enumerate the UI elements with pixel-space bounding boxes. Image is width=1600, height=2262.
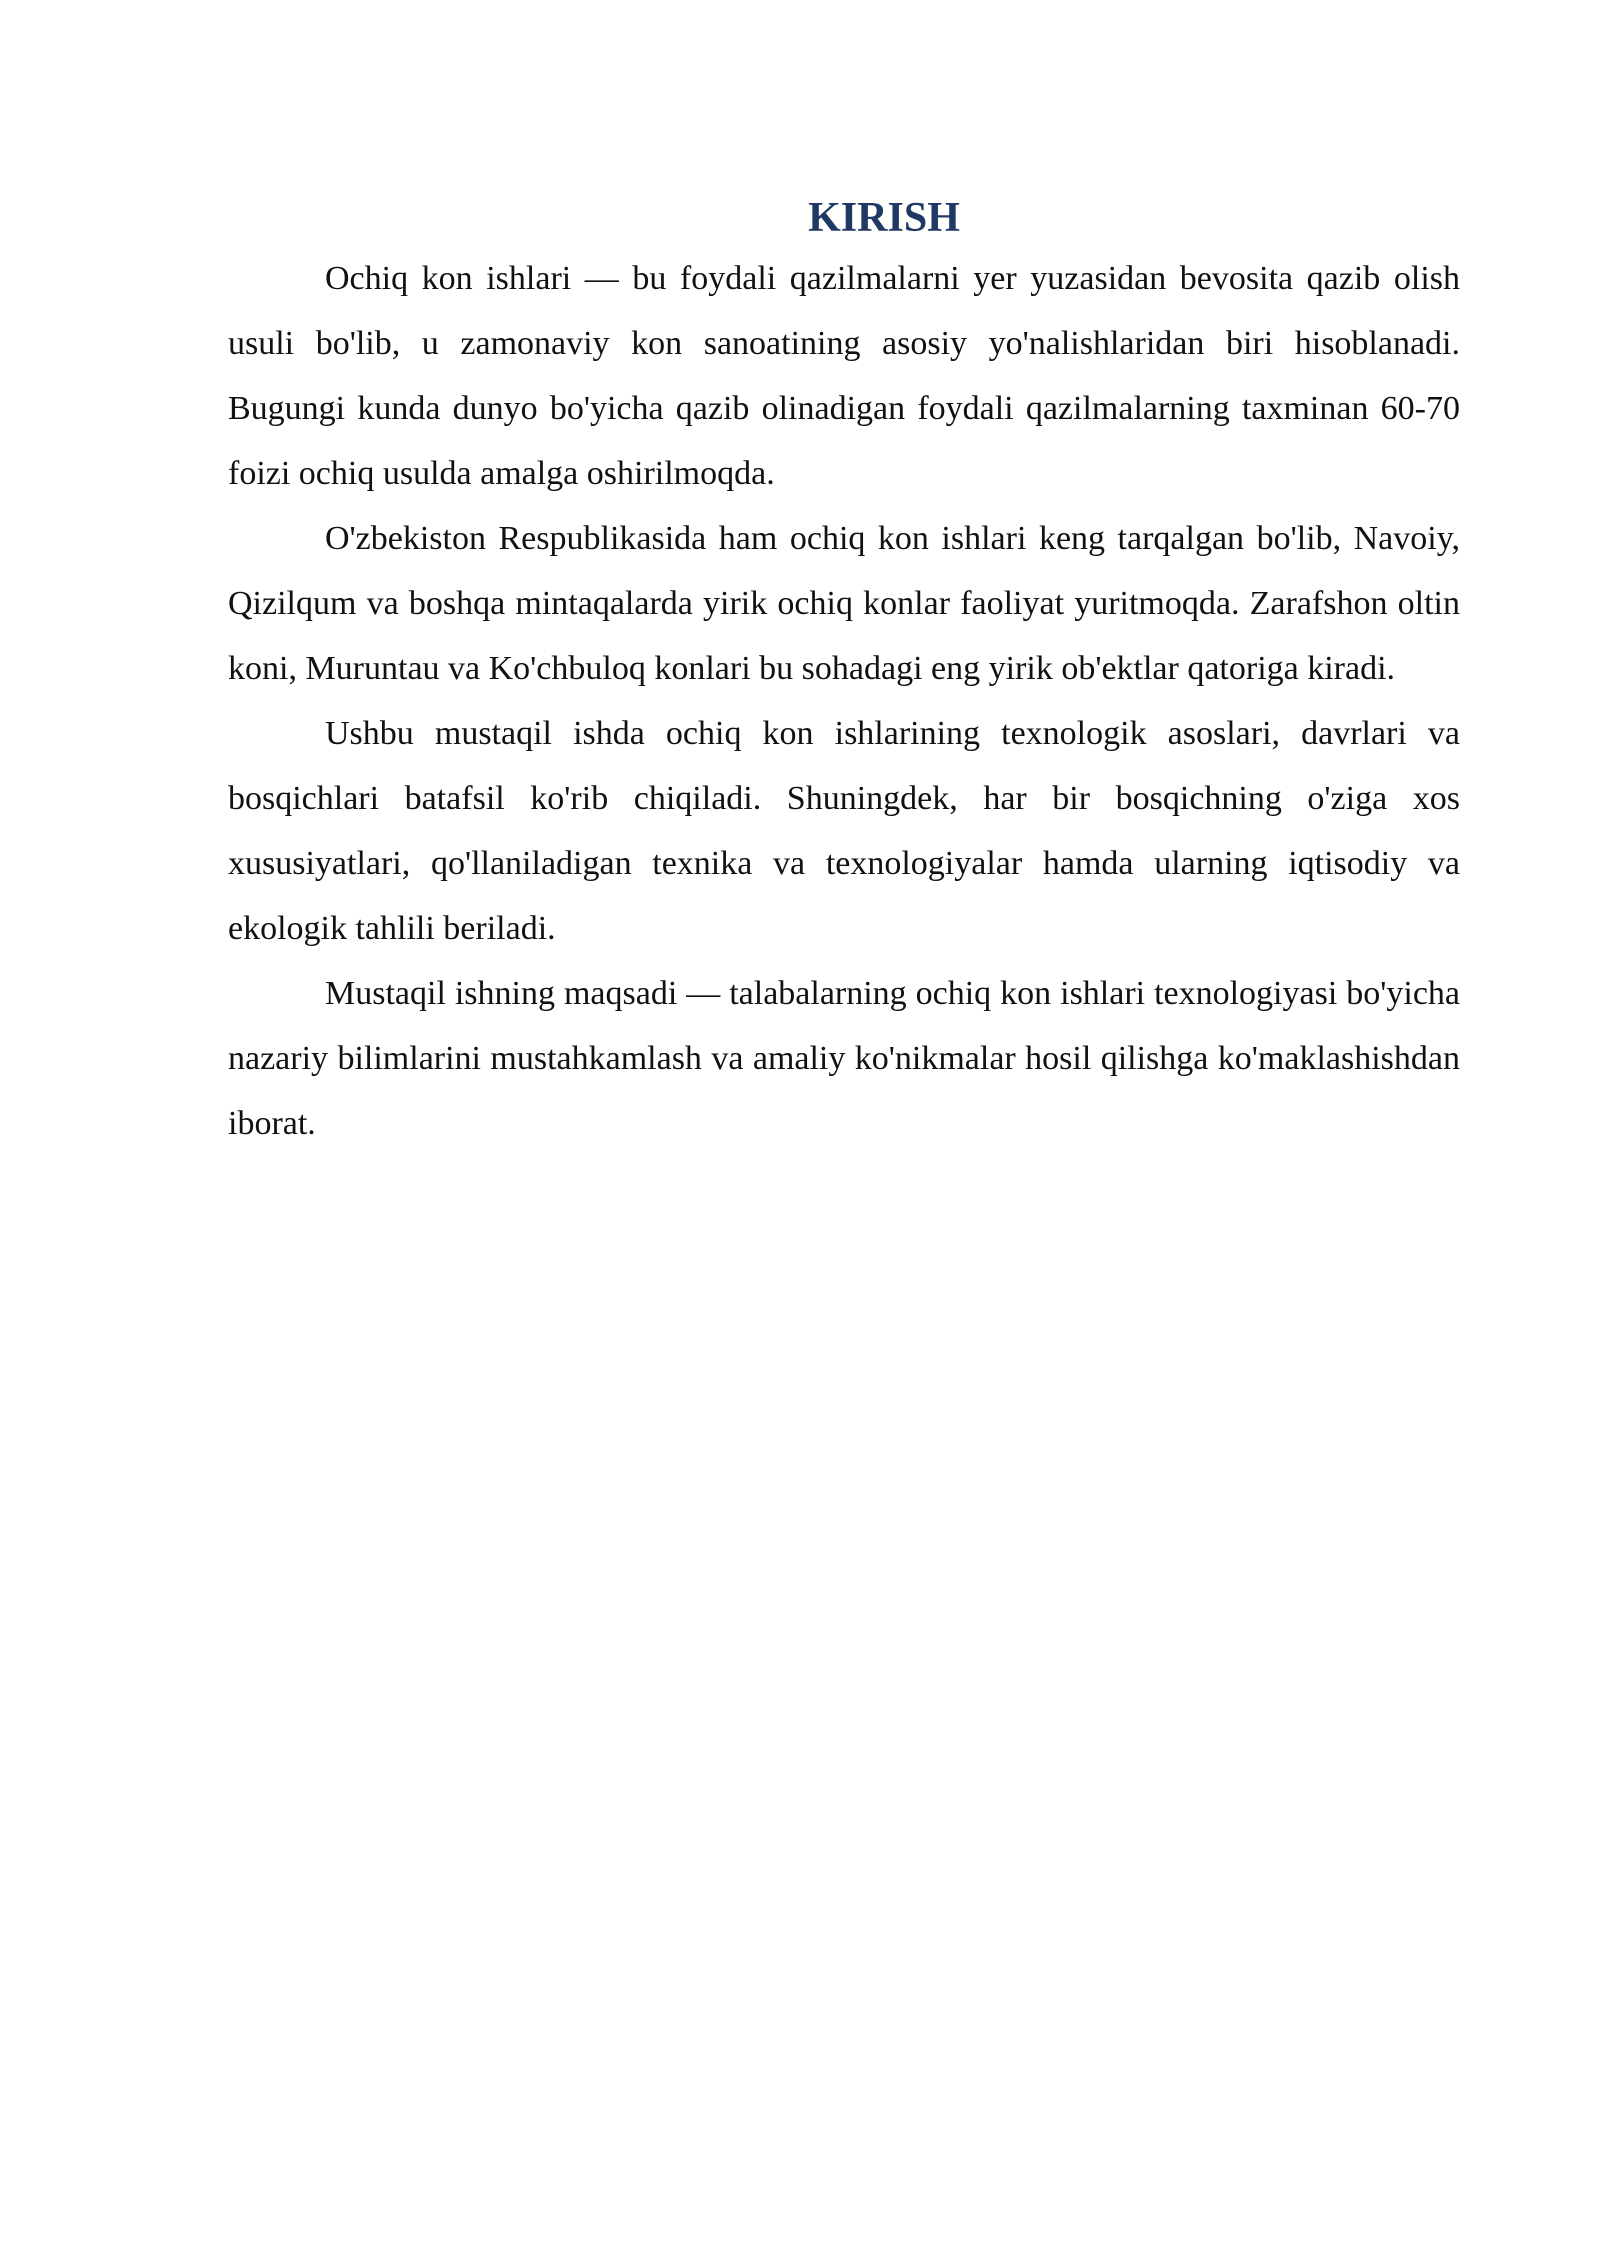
paragraph-2: O'zbekiston Respublikasida ham ochiq kon ishlari keng tarqalgan bo'lib, Navoiy, Qizilqum va boshqa mintaqalarda yirik ochiq konlar faoliyat yuritmoqda. Zarafshon oltin koni, Muruntau va Ko'chbuloq konlari bu sohadagi eng yirik ob'ektlar qatoriga kiradi. — [228, 520, 1460, 687]
paragraph-3: Ushbu mustaqil ishda ochiq kon ishlarining texnologik asoslari, davrlari va bosqichlari batafsil ko'rib chiqiladi. Shuningdek, har bir bosqichning o'ziga xos xususiyatlari, qo'llaniladigan texnika va texnologiyalar hamda ularning iqtisodiy va ekologik tahlili beriladi. — [228, 715, 1460, 947]
page-title: KIRISH — [808, 195, 960, 241]
paragraph-4: Mustaqil ishning maqsadi — talabalarning ochiq kon ishlari texnologiyasi bo'yicha nazariy bilimlarini mustahkamlash va amaliy ko'nikmalar hosil qilishga ko'maklashishdan iborat. — [228, 975, 1460, 1142]
paragraph-1: Ochiq kon ishlari — bu foydali qazilmalarni yer yuzasidan bevosita qazib olish usuli bo'lib, u zamonaviy kon sanoatining asosiy yo'nalishlaridan biri hisoblanadi. Bugungi kunda dunyo bo'yicha qazib olinadigan foydali qazilmalarning taxminan 60-70 foizi ochiq usulda amalga oshirilmoqda. — [228, 260, 1460, 492]
document-body — [228, 190, 1460, 1156]
